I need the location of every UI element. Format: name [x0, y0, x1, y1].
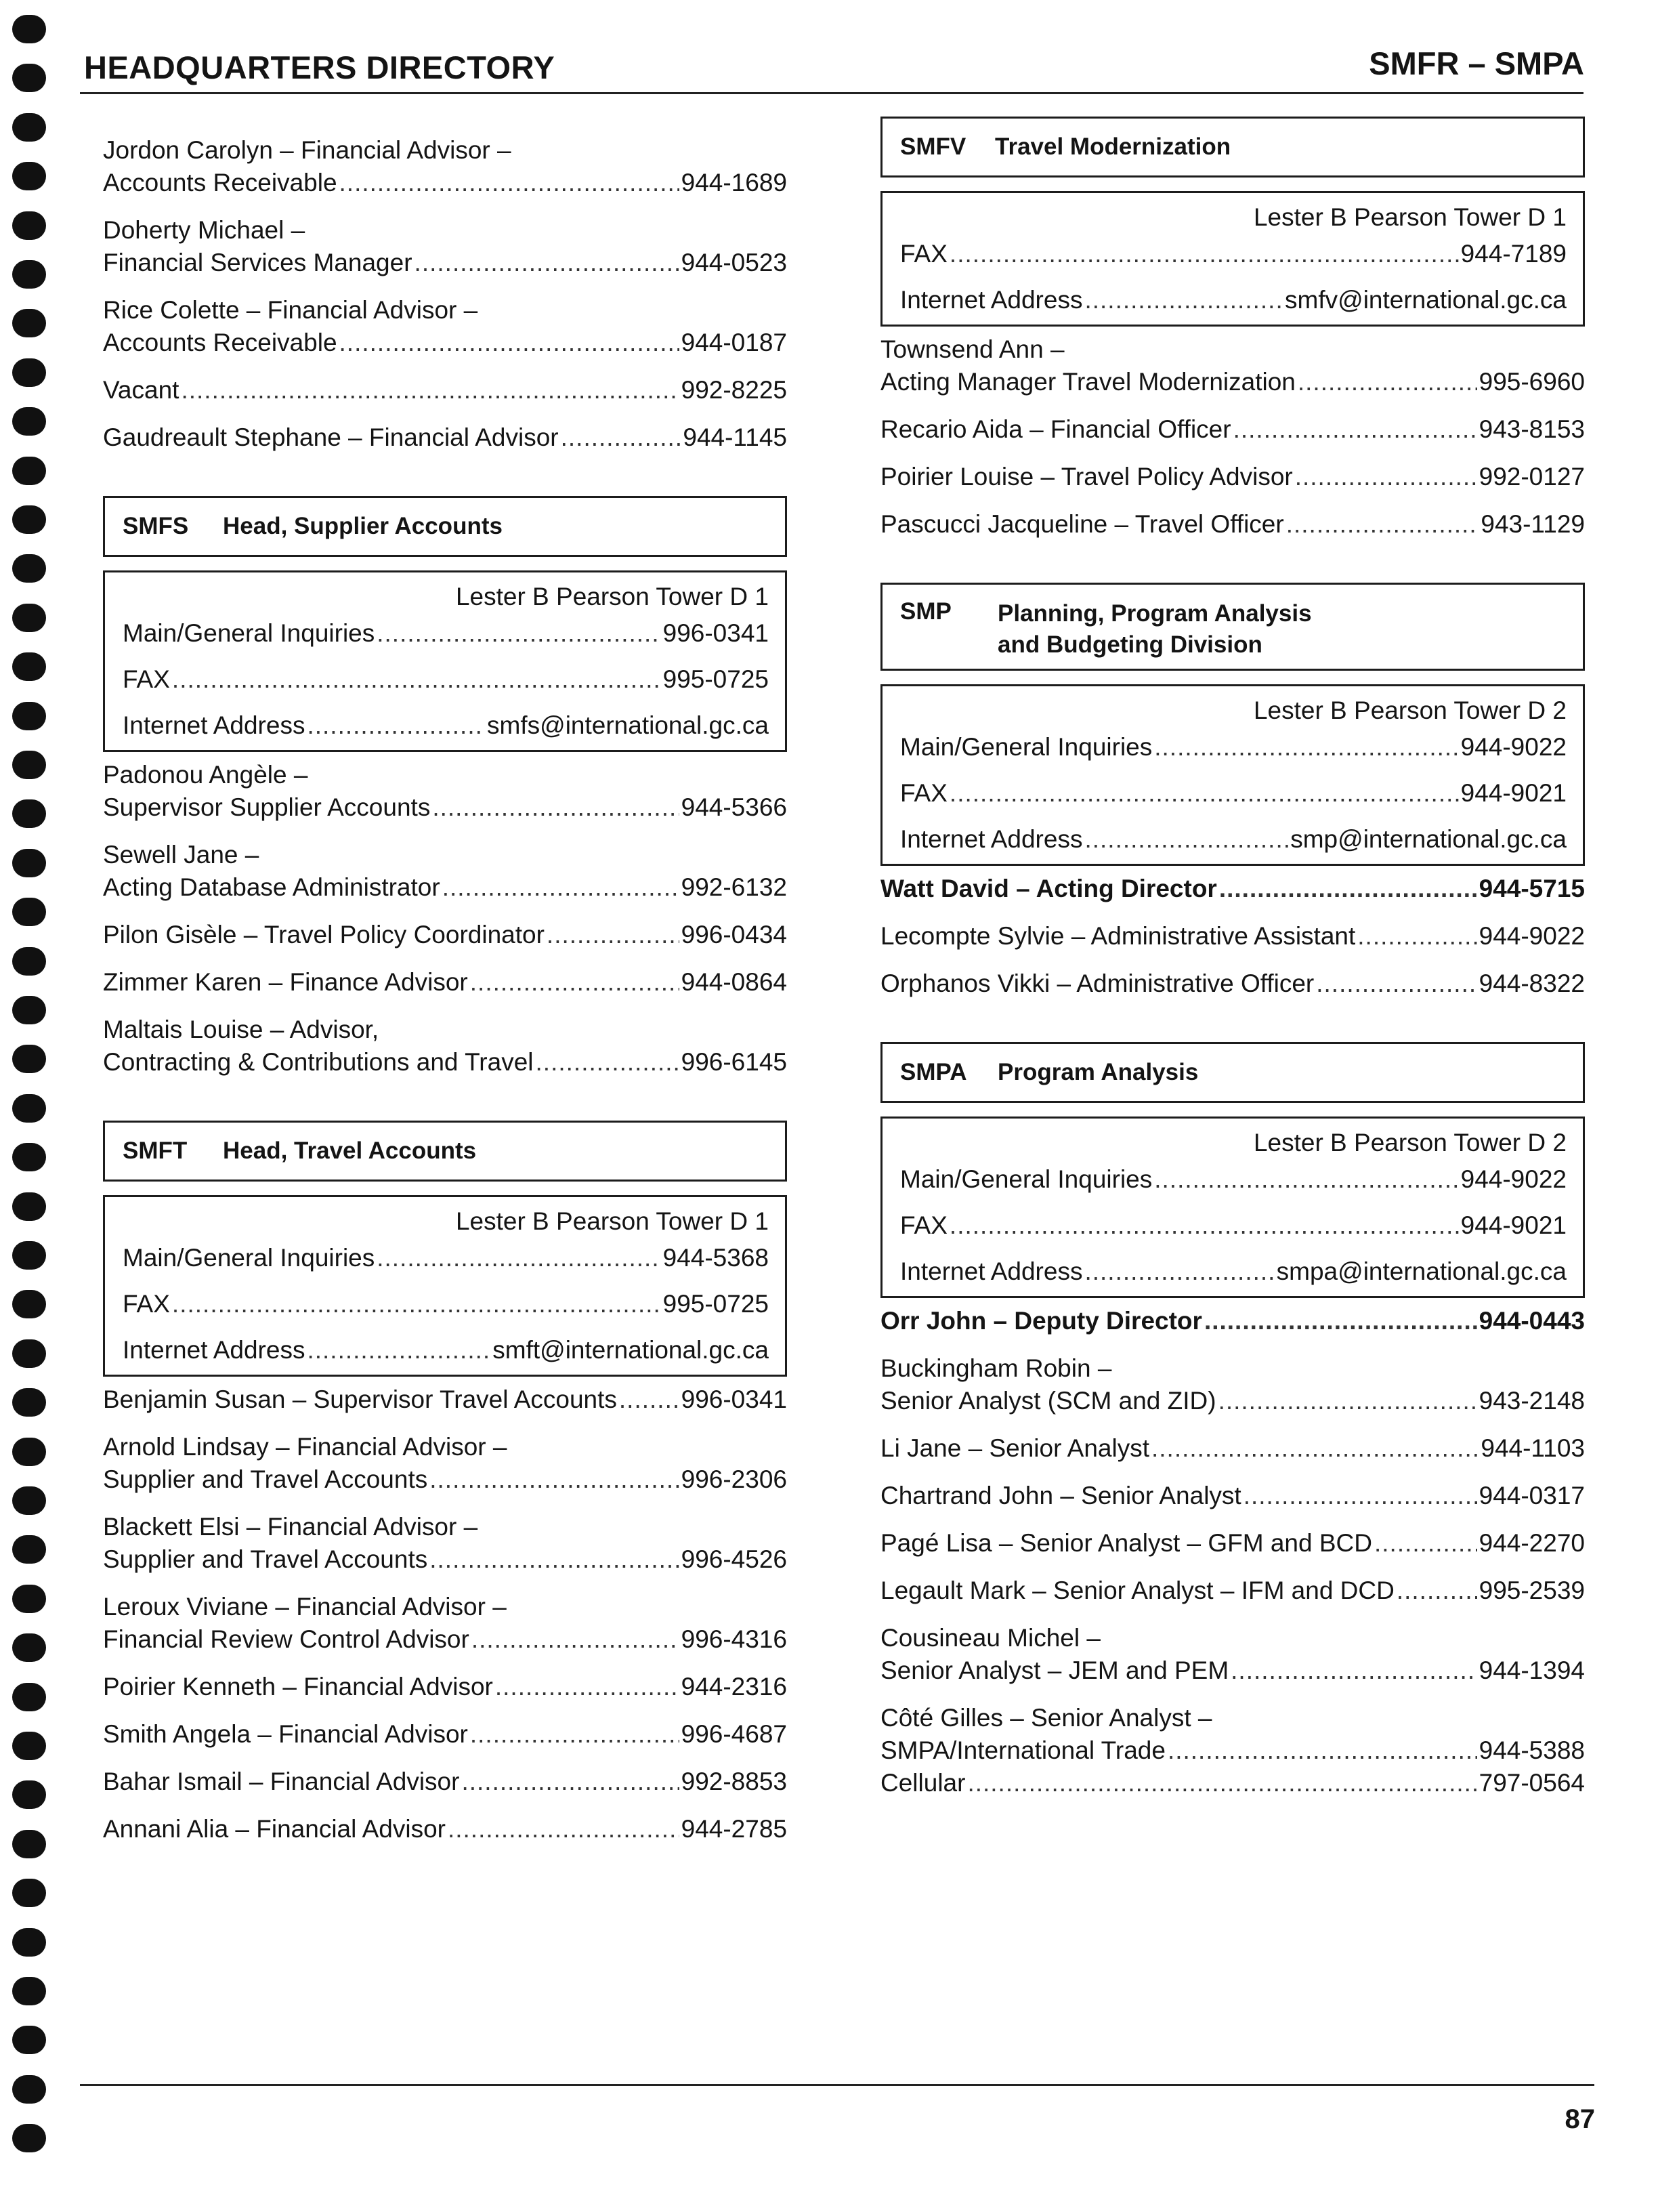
contact-line: FAX ..... 944-9021 [900, 1209, 1567, 1242]
binding-hole [12, 849, 46, 877]
section-contact-box-smpa [880, 1117, 1585, 1298]
binding-hole [12, 652, 46, 681]
binding-hole [12, 162, 46, 190]
directory-entry: Supplier and Travel Accounts ..... 996-4526 [103, 1543, 787, 1576]
directory-entry: Senior Analyst (SCM and ZID) ..... 943-2148 [880, 1385, 1585, 1417]
binding-hole [12, 1879, 46, 1907]
directory-entry: Cellular ..... 797-0564 [880, 1767, 1585, 1799]
directory-entry: Supplier and Travel Accounts ..... 996-2306 [103, 1463, 787, 1496]
contact-line: Main/General Inquiries ..... 944-9022 [900, 1163, 1567, 1196]
binding-hole [12, 1683, 46, 1711]
binding-hole [12, 505, 46, 534]
section-header-smp: SMP Planning, Program Analysis and Budgeting Division [880, 583, 1585, 671]
directory-entry: Pilon Gisèle – Travel Policy Coordinator ..... 996-0434 [103, 919, 787, 951]
binding-hole [12, 260, 46, 289]
binding-hole [12, 1486, 46, 1515]
binding-hole [12, 1585, 46, 1613]
binding-hole [12, 1977, 46, 2005]
section-contact-box-smp [880, 684, 1585, 866]
binding-hole [12, 358, 46, 387]
section-location: Lester B Pearson Tower D 1 [455, 583, 769, 610]
binding-hole [12, 1290, 46, 1318]
section-location: Lester B Pearson Tower D 1 [455, 1207, 769, 1235]
binding-hole [12, 604, 46, 632]
directory-entry: Benjamin Susan – Supervisor Travel Accounts ..... 996-0341 [103, 1383, 787, 1416]
directory-entry: Gaudreault Stephane – Financial Advisor ..... 944-1145 [103, 421, 787, 454]
directory-entry: Orr John – Deputy Director ..... 944-0443 [880, 1305, 1585, 1337]
section-contact-box-smfv [880, 191, 1585, 327]
binding-hole [12, 1192, 46, 1221]
contact-line: Main/General Inquiries ..... 944-9022 [900, 731, 1567, 764]
section-contact-box-smft [103, 1195, 787, 1377]
binding-hole [12, 1094, 46, 1123]
binding-hole [12, 996, 46, 1024]
binding-hole [12, 407, 46, 436]
binding-hole [12, 1388, 46, 1417]
directory-entry: Poirier Kenneth – Financial Advisor ..... 944-2316 [103, 1671, 787, 1703]
page-range: SMFR – SMPA [1369, 45, 1584, 81]
contact-line: FAX ..... 995-0725 [123, 1288, 769, 1320]
directory-entry: Recario Aida – Financial Officer ..... 943-8153 [880, 413, 1585, 446]
section-location: Lester B Pearson Tower D 2 [1253, 696, 1567, 724]
directory-entry: Annani Alia – Financial Advisor ..... 944-2785 [103, 1813, 787, 1845]
contact-line: Internet Address ..... smft@international.gc.ca [123, 1334, 769, 1366]
directory-entry: Accounts Receivable ..... 944-1689 [103, 167, 787, 199]
binding-hole [12, 947, 46, 976]
binding-hole [12, 1339, 46, 1368]
binding-hole [12, 1732, 46, 1760]
binding-hole [12, 1241, 46, 1270]
section-location: Lester B Pearson Tower D 1 [1253, 203, 1567, 231]
directory-entry: Pagé Lisa – Senior Analyst – GFM and BCD ..... 944-2270 [880, 1527, 1585, 1560]
binding-hole [12, 457, 46, 485]
right-column: SMFV Travel Modernization Lester B Pearson Tower D 1 FAX ..... 944-7189 Internet Address ..... smfv@international.gc.ca Townsend Ann – Acting Manager Travel Modernization ..... 995-6960 Recario Aida – Financial Officer ..... 943-8153 Poirier Louise – Travel Policy Advisor ..... 992-0127 Pascucci Jacqueline – Travel Officer ..... 943-1129 SMP Planning, Program Analysis and Budgeting Division Lester B Pearson Tower D 2 Main/General Inquiries ..... 944-9022 FAX ..... 944-9021 Internet Address ..... smp@international.gc.ca Watt David – Acting Director ..... 944-5715 Lecompte Sylvie – Administrative Assistant ..... 944-9022 Orphanos Vikki – Administrative Officer ..... 944-8322 SMPA Program Analysis Lester B Pearson Tower D 2 Main/General Inquiries ..... 944-9022 FAX ..... 944-9021 Internet Address ..... smpa@international.gc.ca Orr John – Deputy Director ..... 944-0443 Buckingham Robin – Senior Analyst (SCM and ZID) ..... 943-2148 Li Jane – Senior Analyst ..... 944-1103 Chartrand John – Senior Analyst ..... 944-0317 Pagé Lisa – Senior Analyst – GFM and BCD ..... 944-2270 Legault Mark – Senior Analyst – IFM and DCD ..... 995-2539 Cousineau Michel – Senior Analyst – JEM and PEM ..... 944-1394 Côté Gilles – Senior Analyst – SMPA/International Trade ..... 944-5388 Cellular ..... 797-0564 [880, 117, 1585, 1814]
directory-entry: Acting Database Administrator ..... 992-6132 [103, 871, 787, 904]
directory-entry: Orphanos Vikki – Administrative Officer ..... 944-8322 [880, 967, 1585, 1000]
binding-hole [12, 64, 46, 92]
left-column: Jordon Carolyn – Financial Advisor – Accounts Receivable ..... 944-1689 Doherty Michael – Financial Services Manager ..... 944-0523 Rice Colette – Financial Advisor – Accounts Receivable ..... 944-0187 Vacant ..... 992-8225 Gaudreault Stephane – Financial Advisor ..... 944-1145 SMFS Head, Supplier Accounts Lester B Pearson Tower D 1 Main/General Inquiries ..... 996-0341 FAX ..... 995-0725 Internet Address ..... smfs@international.gc.ca Padonou Angèle – Supervisor Supplier Accounts ..... 944-5366 Sewell Jane – Acting Database Administrator ..... 992-6132 Pilon Gisèle – Travel Policy Coordinator ..... 996-0434 Zimmer Karen – Finance Advisor ..... 944-0864 Maltais Louise – Advisor, Contracting & Contributions and Travel ..... 996-6145 SMFT Head, Travel Accounts Lester B Pearson Tower D 1 Main/General Inquiries ..... 944-5368 FAX ..... 995-0725 Internet Address ..... smft@international.gc.ca Benjamin Susan – Supervisor Travel Accounts ..... 996-0341 Arnold Lindsay – Financial Advisor – Supplier and Travel Accounts ..... 996-2306 Blackett Elsi – Financial Advisor – Supplier and Travel Accounts ..... 996-4526 Leroux Viviane – Financial Advisor – Financial Review Control Advisor ..... 996-4316 Poirier Kenneth – Financial Advisor ..... 944-2316 Smith Angela – Financial Advisor ..... 996-4687 Bahar Ismail – Financial Advisor ..... 992-8853 Annani Alia – Financial Advisor ..... 944-2785 [103, 134, 787, 1860]
contact-line: FAX ..... 995-0725 [123, 663, 769, 696]
binding-hole [12, 799, 46, 828]
directory-entry: Lecompte Sylvie – Administrative Assistant ..... 944-9022 [880, 920, 1585, 953]
binding-hole [12, 1535, 46, 1564]
binding-hole [12, 113, 46, 142]
binding-hole [12, 1045, 46, 1073]
binding-hole [12, 2075, 46, 2104]
directory-entry: Bahar Ismail – Financial Advisor ..... 992-8853 [103, 1766, 787, 1798]
directory-entry: Supervisor Supplier Accounts ..... 944-5366 [103, 791, 787, 824]
binding-hole [12, 898, 46, 926]
binding-hole [12, 211, 46, 240]
directory-entry: Li Jane – Senior Analyst ..... 944-1103 [880, 1432, 1585, 1465]
directory-entry: Legault Mark – Senior Analyst – IFM and DCD ..... 995-2539 [880, 1574, 1585, 1607]
directory-entry: Acting Manager Travel Modernization ..... 995-6960 [880, 366, 1585, 398]
directory-entry: Contracting & Contributions and Travel ..... 996-6145 [103, 1046, 787, 1079]
directory-entry: Zimmer Karen – Finance Advisor ..... 944-0864 [103, 966, 787, 999]
directory-entry: Watt David – Acting Director ..... 944-5715 [880, 873, 1585, 905]
binding-holes [12, 0, 53, 2212]
section-header-smft: SMFT Head, Travel Accounts [103, 1121, 787, 1182]
directory-entry: Chartrand John – Senior Analyst ..... 944-0317 [880, 1480, 1585, 1512]
contact-line: FAX ..... 944-7189 [900, 238, 1567, 270]
page-number: 87 [1565, 2104, 1595, 2134]
directory-entry: Accounts Receivable ..... 944-0187 [103, 327, 787, 359]
binding-hole [12, 1633, 46, 1662]
directory-entry: Financial Review Control Advisor ..... 996-4316 [103, 1623, 787, 1656]
binding-hole [12, 2026, 46, 2054]
binding-hole [12, 2124, 46, 2152]
footer-rule [80, 2084, 1594, 2086]
contact-line: Internet Address ..... smp@international.gc.ca [900, 823, 1567, 856]
directory-entry: Vacant ..... 992-8225 [103, 374, 787, 406]
contact-line: FAX ..... 944-9021 [900, 777, 1567, 810]
directory-entry: Smith Angela – Financial Advisor ..... 996-4687 [103, 1718, 787, 1751]
binding-hole [12, 554, 46, 583]
section-contact-box-smfs [103, 570, 787, 752]
directory-entry: Pascucci Jacqueline – Travel Officer ..... 943-1129 [880, 508, 1585, 541]
section-header-smfs: SMFS Head, Supplier Accounts [103, 496, 787, 557]
binding-hole [12, 702, 46, 730]
binding-hole [12, 1830, 46, 1858]
header-rule [80, 92, 1584, 94]
binding-hole [12, 1143, 46, 1171]
directory-entry: Poirier Louise – Travel Policy Advisor ..... 992-0127 [880, 461, 1585, 493]
contact-line: Internet Address ..... smfv@international.gc.ca [900, 284, 1567, 316]
binding-hole [12, 1928, 46, 1957]
page-title: HEADQUARTERS DIRECTORY [84, 49, 555, 85]
binding-hole [12, 15, 46, 43]
contact-line: Main/General Inquiries ..... 996-0341 [123, 617, 769, 650]
directory-entry: Senior Analyst – JEM and PEM ..... 944-1394 [880, 1654, 1585, 1687]
section-header-smpa: SMPA Program Analysis [880, 1042, 1585, 1103]
section-header-smfv: SMFV Travel Modernization [880, 117, 1585, 178]
binding-hole [12, 1438, 46, 1466]
binding-hole [12, 1780, 46, 1809]
binding-hole [12, 751, 46, 779]
binding-hole [12, 309, 46, 337]
contact-line: Main/General Inquiries ..... 944-5368 [123, 1242, 769, 1274]
contact-line: Internet Address ..... smfs@international.gc.ca [123, 709, 769, 742]
section-location: Lester B Pearson Tower D 2 [1253, 1129, 1567, 1156]
directory-entry: Financial Services Manager ..... 944-0523 [103, 247, 787, 279]
contact-line: Internet Address ..... smpa@international.gc.ca [900, 1255, 1567, 1288]
directory-entry: SMPA/International Trade ..... 944-5388 [880, 1734, 1585, 1767]
